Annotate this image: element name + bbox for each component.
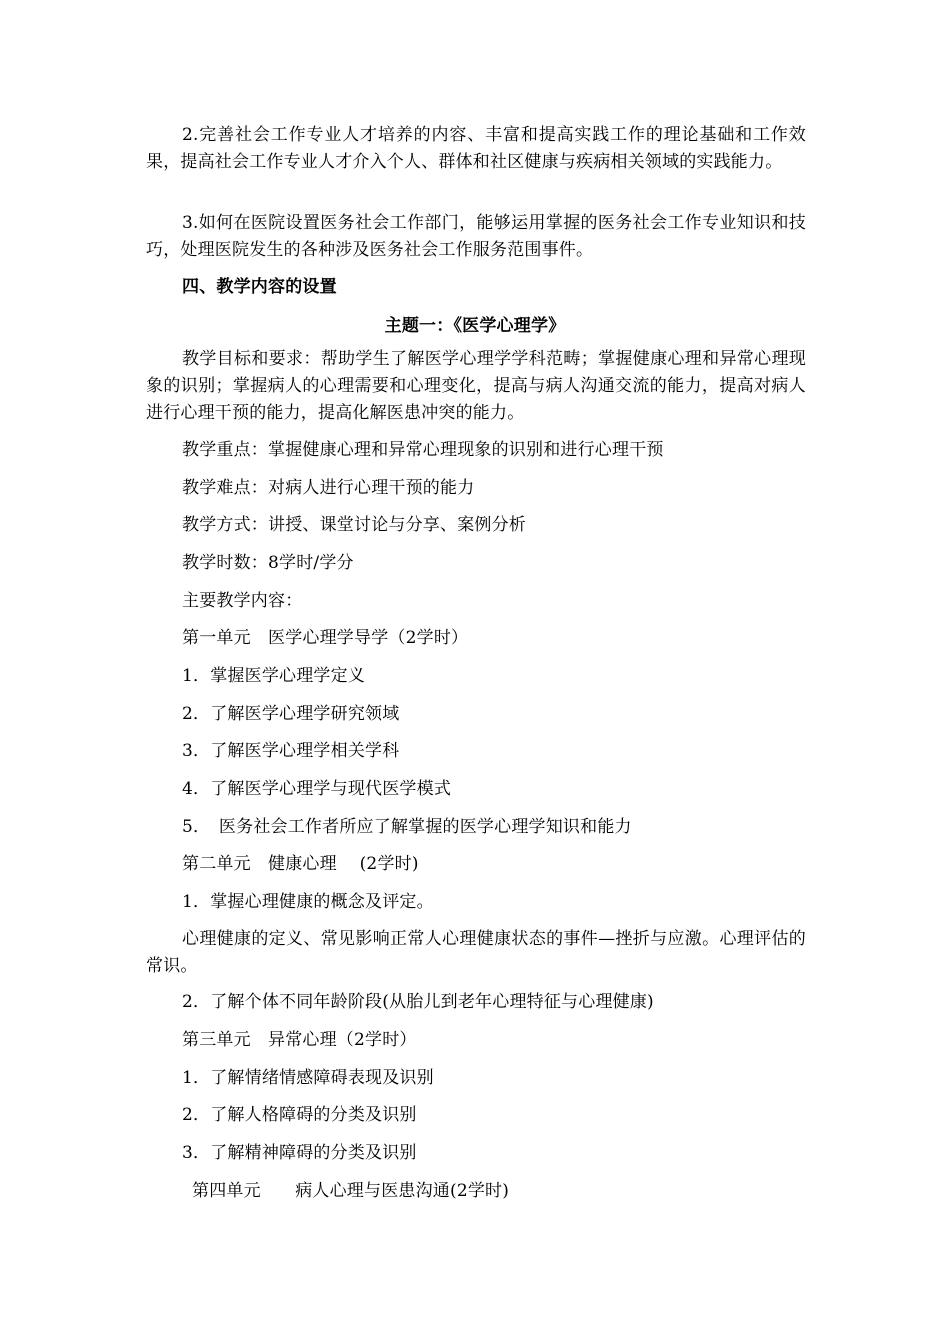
unit-2-detail: 心理健康的定义、常见影响正常人心理健康状态的事件—挫折与应激。心理评估的常识。 [146,929,806,976]
unit-1-item: 2．了解医学心理学研究领域 [182,704,400,724]
main-content-label: 主要教学内容： [182,591,303,611]
unit-3-item: 1．了解情绪情感障碍表现及识别 [182,1068,434,1088]
unit-4-title: 第四单元 病人心理与医患沟通(2学时) [192,1181,510,1201]
teaching-hours: 教学时数：8学时/学分 [182,553,354,573]
unit-1-item: 1．掌握医学心理学定义 [182,666,366,686]
unit-1-item: 3．了解医学心理学相关学科 [182,741,400,761]
objectives-paragraph: 教学目标和要求：帮助学生了解医学心理学学科范畴；掌握健康心理和异常心理现象的识别；掌握病人的心理需要和心理变化，提高与病人沟通交流的能力，提高对病人进行心理干预的能力，提高化解医患冲突的能力。 [146,349,806,423]
unit-1-title: 第一单元 医学心理学导学（2学时） [182,628,469,648]
paragraph-item-2: 2.完善社会工作专业人才培养的内容、丰富和提高实践工作的理论基础和工作效果，提高社会工作专业人才介入个人、群体和社区健康与疾病相关领域的实践能力。 [146,125,806,172]
section-heading: 四、教学内容的设置 [182,277,337,297]
unit-2-item: 2．了解个体不同年龄阶段(从胎儿到老年心理特征与心理健康) [182,992,654,1012]
unit-3-item: 2．了解人格障碍的分类及识别 [182,1105,417,1125]
key-point: 教学重点：掌握健康心理和异常心理现象的识别和进行心理干预 [182,440,664,460]
theme-title: 主题一：《医学心理学》 [384,316,566,336]
unit-1-item: 5． 医务社会工作者所应了解掌握的医学心理学知识和能力 [182,817,632,837]
difficulty: 教学难点：对病人进行心理干预的能力 [182,478,475,498]
teaching-method: 教学方式：讲授、课堂讨论与分享、案例分析 [182,515,526,535]
unit-3-title: 第三单元 异常心理（2学时） [182,1030,417,1050]
paragraph-item-3: 3.如何在医院设置医务社会工作部门，能够运用掌握的医务社会工作专业知识和技巧，处理医院发生的各种涉及医务社会工作服务范围事件。 [146,213,806,260]
unit-2-title: 第二单元 健康心理 (2学时) [182,854,419,874]
unit-3-item: 3．了解精神障碍的分类及识别 [182,1143,417,1163]
unit-1-item: 4．了解医学心理学与现代医学模式 [182,779,452,799]
unit-2-item: 1．掌握心理健康的概念及评定。 [182,892,434,912]
